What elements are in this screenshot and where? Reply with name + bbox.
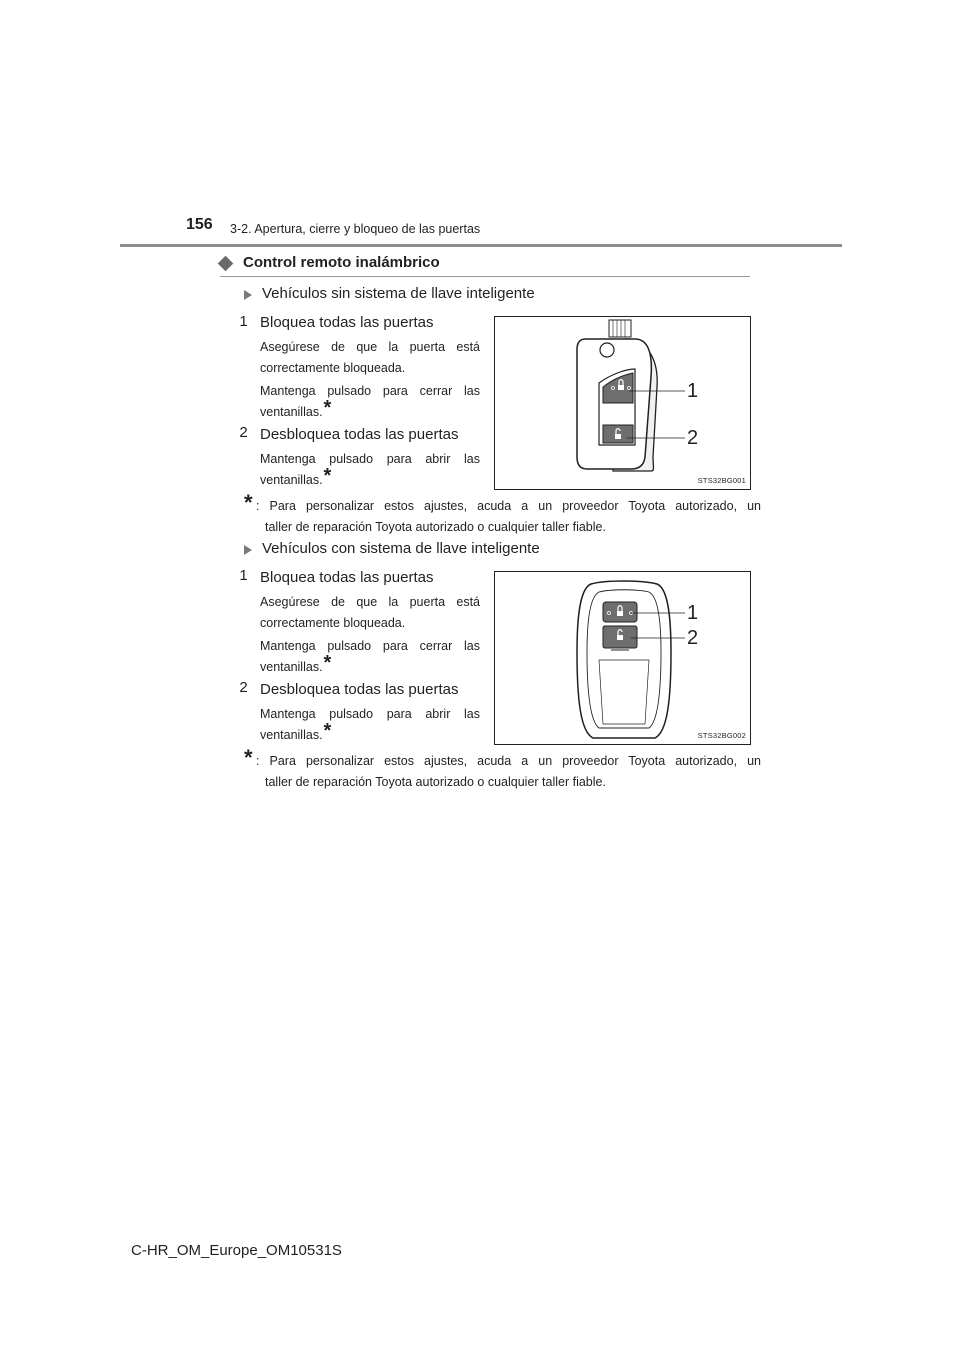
desc-line: ventanillas. — [260, 728, 323, 742]
footnote — [244, 490, 761, 538]
desc-line: Asegúrese de que la puerta está — [260, 340, 480, 354]
callout-2: 2 — [687, 627, 699, 649]
number-1-icon: 1 — [239, 313, 248, 330]
heading-text: Control remoto inalámbrico — [243, 254, 440, 271]
figure-code: STS32BG002 — [697, 731, 746, 740]
item-title-lock: Bloquea todas las puertas — [260, 569, 434, 586]
item-desc — [260, 592, 480, 613]
item-desc — [260, 381, 480, 402]
subheading-text: Vehículos con sistema de llave inteligente — [262, 540, 540, 557]
figure-code: STS32BG001 — [697, 476, 746, 485]
item-desc — [260, 337, 480, 358]
item-title-lock: Bloquea todas las puertas — [260, 314, 434, 331]
item-desc — [260, 720, 480, 746]
number-2-icon: 2 — [239, 679, 248, 696]
item-desc — [260, 465, 480, 491]
desc-line: Mantenga pulsado para abrir las — [260, 707, 480, 721]
desc-line: ventanillas. — [260, 473, 323, 487]
item-desc — [260, 613, 480, 634]
page-number: 156 — [186, 216, 213, 233]
diamond-icon — [218, 256, 234, 272]
callout-1: 1 — [687, 602, 699, 624]
item-desc — [260, 397, 480, 423]
desc-line: correctamente bloqueada. — [260, 616, 406, 630]
desc-line: Mantenga pulsado para abrir las — [260, 452, 480, 466]
desc-line: ventanillas. — [260, 405, 323, 419]
desc-line: ventanillas. — [260, 660, 323, 674]
footnote-marker: * — [323, 397, 332, 419]
footer-doc-id: C-HR_OM_Europe_OM10531S — [131, 1242, 342, 1259]
footnote-marker: * — [323, 465, 332, 487]
item-desc — [260, 636, 480, 657]
callout-2: 2 — [687, 427, 699, 449]
subheading-text: Vehículos sin sistema de llave inteligente — [262, 285, 535, 302]
desc-line: correctamente bloqueada. — [260, 361, 406, 375]
figure-folding-key — [494, 316, 751, 490]
footnote-marker: * — [323, 652, 332, 674]
desc-line: Mantenga pulsado para cerrar las — [260, 384, 480, 398]
section-header: 3-2. Apertura, cierre y bloqueo de las puertas — [230, 222, 481, 236]
header-rule — [120, 244, 842, 247]
triangle-bullet-icon — [244, 290, 252, 300]
item-title-unlock: Desbloquea todas las puertas — [260, 681, 459, 698]
desc-line: Mantenga pulsado para cerrar las — [260, 639, 480, 653]
item-desc — [260, 704, 480, 725]
desc-line: Asegúrese de que la puerta está — [260, 595, 480, 609]
figure-smart-key — [494, 571, 751, 745]
item-desc — [260, 652, 480, 678]
smart-key-illustration — [495, 572, 750, 744]
item-title-unlock: Desbloquea todas las puertas — [260, 426, 459, 443]
item-desc — [260, 449, 480, 470]
callout-1: 1 — [687, 380, 699, 402]
footnote-star: * — [244, 745, 253, 770]
footnote-line: : Para personalizar estos ajustes, acuda a un proveedor Toyota autorizado, un — [256, 754, 761, 768]
number-2-icon: 2 — [239, 424, 248, 441]
footnote-line: taller de reparación Toyota autorizado o cualquier taller fiable. — [265, 520, 606, 534]
footnote-line: : Para personalizar estos ajustes, acuda a un proveedor Toyota autorizado, un — [256, 499, 761, 513]
folding-key-illustration — [495, 317, 750, 489]
section-heading — [220, 254, 750, 277]
number-1-icon: 1 — [239, 567, 248, 584]
footnote — [244, 745, 761, 793]
triangle-bullet-icon — [244, 545, 252, 555]
footnote-line: taller de reparación Toyota autorizado o cualquier taller fiable. — [265, 775, 606, 789]
footnote-marker: * — [323, 720, 332, 742]
footnote-star: * — [244, 490, 253, 515]
item-desc — [260, 358, 480, 379]
